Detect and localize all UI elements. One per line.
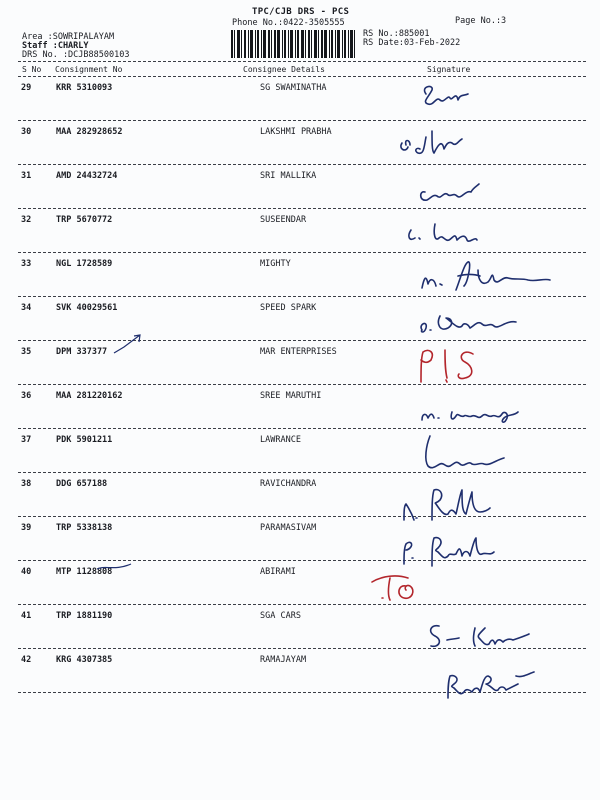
row-consignment-no: NGL 1728589 [56, 259, 113, 269]
handwritten-signature-icon [418, 396, 528, 428]
row-consignee: LAWRANCE [260, 435, 301, 445]
row-consignment-no: MTP 1128808 [56, 567, 113, 577]
row-sno: 33 [21, 259, 32, 269]
row-consignment-no: PDK 5901211 [56, 435, 113, 445]
handwritten-signature-icon [420, 82, 480, 112]
row-sno: 41 [21, 611, 32, 621]
row-sno: 42 [21, 655, 32, 665]
row-consignee: SRI MALLIKA [260, 171, 317, 181]
divider [18, 428, 586, 429]
column-header-signature: Signature [427, 65, 471, 74]
divider [18, 516, 586, 517]
row-consignee: SREE MARUTHI [260, 391, 322, 401]
row-consignee: ABIRAMI [260, 567, 296, 577]
row-sno: 31 [21, 171, 32, 181]
row-sno: 37 [21, 435, 32, 445]
rs-number: RS No.:885001 [363, 29, 430, 39]
row-sno: 34 [21, 303, 32, 313]
barcode-icon [231, 30, 355, 58]
handwritten-signature-icon [438, 668, 548, 702]
staff-field: Staff :CHARLY [22, 41, 89, 51]
row-consignment-no: AMD 24432724 [56, 171, 118, 181]
divider [18, 76, 586, 77]
row-consignment-no: KRG 4307385 [56, 655, 113, 665]
divider [18, 61, 586, 62]
sheet-title: TPC/CJB DRS - PCS [252, 7, 350, 17]
row-consignee: RAVICHANDRA [260, 479, 317, 489]
row-consignment-no: KRR 5310093 [56, 83, 113, 93]
divider [18, 384, 586, 385]
row-sno: 36 [21, 391, 32, 401]
divider [18, 164, 586, 165]
area-field: Area :SOWRIPALAYAM [22, 32, 115, 42]
row-consignment-no: MAA 282928652 [56, 127, 123, 137]
row-consignee: SUSEENDAR [260, 215, 307, 225]
row-sno: 29 [21, 83, 32, 93]
handwritten-signature-icon [417, 178, 487, 206]
row-consignee: MAR ENTERPRISES [260, 347, 337, 357]
pen-tick-icon [112, 333, 142, 355]
divider [18, 208, 586, 209]
handwritten-signature-icon [415, 346, 485, 384]
handwritten-signature-icon [398, 125, 498, 160]
row-consignee: SPEED SPARK [260, 303, 317, 313]
row-sno: 40 [21, 567, 32, 577]
handwritten-signature-icon [405, 218, 485, 248]
row-consignment-no: DDG 657188 [56, 479, 108, 489]
divider [18, 252, 586, 253]
row-sno: 39 [21, 523, 32, 533]
row-consignee: RAMAJAYAM [260, 655, 307, 665]
column-header-consignment: Consignment No [55, 65, 123, 74]
divider [18, 296, 586, 297]
row-consignee: PARAMASIVAM [260, 523, 317, 533]
page-number: Page No.:3 [455, 16, 507, 26]
rs-date: RS Date:03-Feb-2022 [363, 38, 461, 48]
drs-number: DRS No. :DCJB88500103 [22, 50, 130, 60]
row-consignment-no: MAA 281220162 [56, 391, 123, 401]
row-consignment-no: TRP 1881190 [56, 611, 113, 621]
handwritten-signature-icon [368, 570, 428, 604]
handwritten-signature-icon [425, 618, 535, 652]
row-consignment-no: TRP 5670772 [56, 215, 113, 225]
row-sno: 38 [21, 479, 32, 489]
divider [18, 120, 586, 121]
row-sno: 32 [21, 215, 32, 225]
row-sno: 35 [21, 347, 32, 357]
handwritten-signature-icon [400, 484, 500, 526]
row-consignment-no: TRP 5338138 [56, 523, 113, 533]
handwritten-signature-icon [418, 432, 518, 474]
row-consignee: SG SWAMINATHA [260, 83, 327, 93]
divider [18, 340, 586, 341]
row-consignment-no: DPM 337377 [56, 347, 108, 357]
row-consignee: MIGHTY [260, 259, 291, 269]
column-header-consignee-details: Consignee Details [243, 65, 325, 74]
pen-stroke-icon [95, 562, 135, 572]
column-header-sno: S No [22, 65, 42, 74]
row-consignee: SGA CARS [260, 611, 301, 621]
handwritten-signature-icon [418, 308, 538, 336]
handwritten-signature-icon [418, 256, 558, 296]
handwritten-signature-icon [398, 530, 508, 570]
divider [18, 604, 586, 605]
row-sno: 30 [21, 127, 32, 137]
row-consignee: LAKSHMI PRABHA [260, 127, 332, 137]
row-consignment-no: SVK 40029561 [56, 303, 118, 313]
phone-number: Phone No.:0422-3505555 [232, 18, 345, 28]
